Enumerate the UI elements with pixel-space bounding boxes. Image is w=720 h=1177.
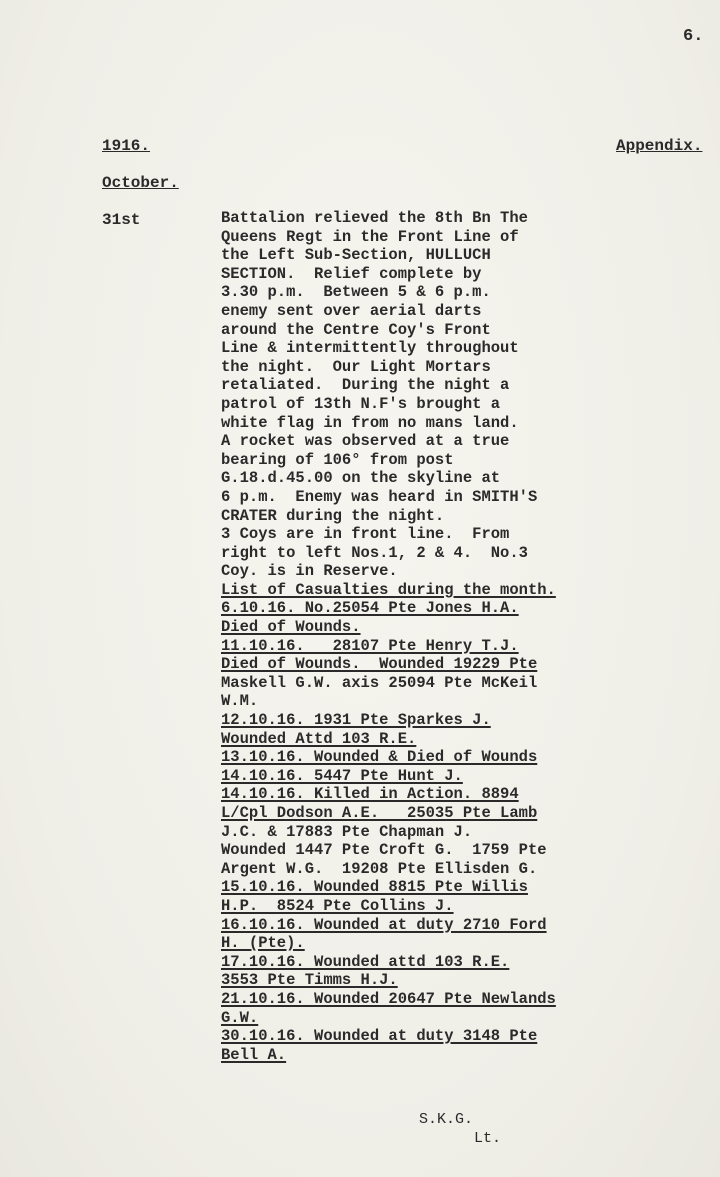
entry-line: 17.10.16. Wounded attd 103 R.E. [221,952,510,971]
entry-line: Queens Regt in the Front Line of [221,227,519,246]
entry-line: CRATER during the night. [221,506,445,525]
entry-line: Maskell G.W. axis 25094 Pte McKeil [221,673,538,692]
entry-line: List of Casualties during the month. [221,580,556,599]
entry-line: H.P. 8524 Pte Collins J. [221,896,454,915]
signature-initials: S.K.G. [419,1111,474,1128]
entry-line: Coy. is in Reserve. [221,562,398,581]
entry-line: Battalion relieved the 8th Bn The [221,209,528,227]
entry-line: 15.10.16. Wounded 8815 Pte Willis [221,878,528,897]
page-number: 6. [683,27,704,46]
entry-line: Died of Wounds. Wounded 19229 Pte [221,655,538,674]
entry-line: 6 p.m. Enemy was heard in SMITH'S [221,487,538,506]
entry-line: 12.10.16. 1931 Pte Sparkes J. [221,711,491,730]
entry-line: 3553 Pte Timms H.J. [221,971,398,990]
entry-line: Wounded 1447 Pte Croft G. 1759 Pte [221,841,547,860]
entry-line: L/Cpl Dodson A.E. 25035 Pte Lamb [221,804,538,822]
entry-line: the Left Sub-Section, HULLUCH [221,246,491,265]
entry-line: white flag in from no mans land. [221,413,519,432]
entry-line: Line & intermittently throughout [221,339,519,358]
entry-line: Argent W.G. 19208 Pte Ellisden G. [221,859,538,878]
entry-line: 13.10.16. Wounded & Died of Wounds [221,748,538,767]
diary-entry-body [221,209,716,1064]
entry-line: 16.10.16. Wounded at duty 2710 Ford [221,915,547,934]
entry-line: bearing of 106° from post [221,450,454,469]
entry-line: SECTION. Relief complete by [221,264,482,283]
entry-date: 31st [102,211,141,229]
entry-line: 14.10.16. Killed in Action. 8894 [221,785,519,804]
entry-line: 3 Coys are in front line. From [221,525,510,544]
entry-line: 30.10.16. Wounded at duty 3148 Pte [221,1027,538,1046]
entry-line: patrol of 13th N.F's brought a [221,394,501,413]
entry-line: A rocket was observed at a true [221,432,510,451]
entry-line: enemy sent over aerial darts [221,301,482,320]
entry-line: Wounded Attd 103 R.E. [221,729,417,748]
entry-line: 3.30 p.m. Between 5 & 6 p.m. [221,283,491,302]
entry-line: W.M. [221,692,259,711]
month-heading: October. [102,174,179,192]
entry-line: retaliated. During the night a [221,376,510,395]
entry-line: right to left Nos.1, 2 & 4. No.3 [221,543,528,562]
entry-line: the night. Our Light Mortars [221,357,491,376]
entry-line: G.18.d.45.00 on the skyline at [221,469,501,488]
entry-line: 21.10.16. Wounded 20647 Pte Newlands [221,989,556,1008]
entry-line: 14.10.16. 5447 Pte Hunt J. [221,766,463,785]
year-heading: 1916. [102,137,151,155]
entry-line: G.W. [221,1008,259,1027]
signature-rank: Lt. [474,1130,502,1147]
entry-line: J.C. & 17883 Pte Chapman J. [221,822,473,841]
entry-line: 11.10.16. 28107 Pte Henry T.J. [221,636,519,655]
appendix-heading: Appendix. [616,137,703,155]
entry-line: H. (Pte). [221,934,305,953]
entry-line: Died of Wounds. [221,618,361,637]
entry-line: 6.10.16. No.25054 Pte Jones H.A. [221,599,519,618]
entry-line: around the Centre Coy's Front [221,320,491,339]
entry-line: Bell A. [221,1045,287,1064]
